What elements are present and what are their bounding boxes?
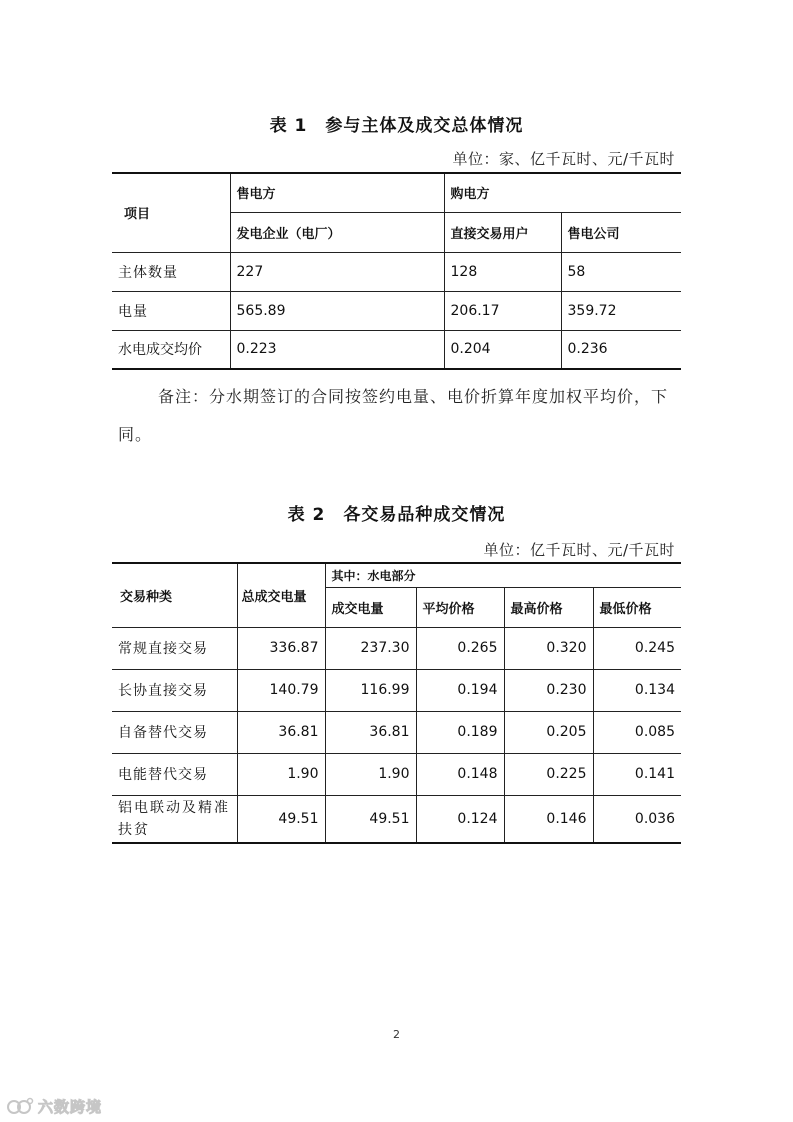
table2-cell: 237.30 bbox=[325, 627, 416, 669]
table1 bbox=[112, 172, 681, 370]
table2-cell: 1.90 bbox=[237, 753, 325, 795]
table-row bbox=[112, 627, 681, 669]
table2-cell: 0.124 bbox=[416, 795, 504, 843]
table1-row-label: 电量 bbox=[112, 291, 230, 330]
table2-cell: 0.085 bbox=[593, 711, 681, 753]
table2-cell: 0.225 bbox=[504, 753, 593, 795]
table2-row-type: 电能替代交易 bbox=[112, 753, 237, 795]
table1-unit: 单位：家、亿千瓦时、元/千瓦时 bbox=[452, 150, 675, 168]
table2-cell: 0.320 bbox=[504, 627, 593, 669]
table2-cell: 0.036 bbox=[593, 795, 681, 843]
table2-cell: 0.230 bbox=[504, 669, 593, 711]
table-row bbox=[112, 330, 681, 369]
page-number: 2 bbox=[393, 1028, 400, 1041]
table1-cell: 0.204 bbox=[444, 330, 561, 369]
table1-cell: 58 bbox=[561, 252, 681, 291]
table2-header-avg: 平均价格 bbox=[416, 587, 504, 627]
table1-header-generator: 发电企业（电厂） bbox=[230, 212, 444, 252]
table2-cell: 49.51 bbox=[237, 795, 325, 843]
table2-cell: 0.205 bbox=[504, 711, 593, 753]
table2-cell: 36.81 bbox=[237, 711, 325, 753]
table2-row-type: 铝电联动及精准扶贫 bbox=[112, 795, 237, 843]
table2-header-row1 bbox=[112, 563, 681, 587]
table2-cell: 0.146 bbox=[504, 795, 593, 843]
table2-title-text: 各交易品种成交情况 bbox=[343, 505, 506, 525]
table-row bbox=[112, 795, 681, 843]
table1-cell: 206.17 bbox=[444, 291, 561, 330]
table2-cell: 0.189 bbox=[416, 711, 504, 753]
table1-cell: 565.89 bbox=[230, 291, 444, 330]
table2-row-type: 长协直接交易 bbox=[112, 669, 237, 711]
table2-cell: 0.245 bbox=[593, 627, 681, 669]
table1-header-row1 bbox=[112, 173, 681, 212]
table2-cell: 0.194 bbox=[416, 669, 504, 711]
table2-cell: 336.87 bbox=[237, 627, 325, 669]
table2-cell: 116.99 bbox=[325, 669, 416, 711]
table1-cell: 0.236 bbox=[561, 330, 681, 369]
table-row bbox=[112, 753, 681, 795]
table2-cell: 36.81 bbox=[325, 711, 416, 753]
table2 bbox=[112, 562, 681, 844]
table1-header-buyer: 购电方 bbox=[444, 173, 681, 212]
table2-cell: 1.90 bbox=[325, 753, 416, 795]
table1-header-seller: 售电方 bbox=[230, 173, 444, 212]
table2-cell: 0.141 bbox=[593, 753, 681, 795]
table1-cell: 227 bbox=[230, 252, 444, 291]
table2-header-type: 交易种类 bbox=[112, 563, 237, 627]
table-row bbox=[112, 711, 681, 753]
table2-row-type: 常规直接交易 bbox=[112, 627, 237, 669]
table1-title-text: 参与主体及成交总体情况 bbox=[325, 116, 524, 136]
watermark bbox=[6, 1094, 102, 1118]
table2-title-number: 表 2 bbox=[287, 505, 326, 525]
table1-header-item: 项目 bbox=[112, 173, 230, 252]
table2-cell: 0.265 bbox=[416, 627, 504, 669]
watermark-text: 六数跨境 bbox=[38, 1097, 103, 1116]
table1-cell: 359.72 bbox=[561, 291, 681, 330]
table1-cell: 0.223 bbox=[230, 330, 444, 369]
table2-header-hydro-group: 其中：水电部分 bbox=[325, 563, 681, 587]
table2-header-volume: 成交电量 bbox=[325, 587, 416, 627]
table1-header-direct-user: 直接交易用户 bbox=[444, 212, 561, 252]
table2-cell: 0.148 bbox=[416, 753, 504, 795]
table1-header-retail-company: 售电公司 bbox=[561, 212, 681, 252]
table2-row-type: 自备替代交易 bbox=[112, 711, 237, 753]
table-row bbox=[112, 291, 681, 330]
table-row bbox=[112, 669, 681, 711]
table2-title bbox=[0, 500, 793, 525]
table1-row-label: 水电成交均价 bbox=[112, 330, 230, 369]
table1-row-label: 主体数量 bbox=[112, 252, 230, 291]
table2-cell: 49.51 bbox=[325, 795, 416, 843]
table2-cell: 0.134 bbox=[593, 669, 681, 711]
table1-note: 备注：分水期签订的合同按签约电量、电价折算年度加权平均价，下同。 bbox=[118, 387, 669, 444]
table2-cell: 140.79 bbox=[237, 669, 325, 711]
table1-cell: 128 bbox=[444, 252, 561, 291]
table-row bbox=[112, 252, 681, 291]
table1-title-number: 表 1 bbox=[269, 116, 308, 136]
table2-unit: 单位：亿千瓦时、元/千瓦时 bbox=[483, 541, 675, 559]
table2-header-total: 总成交电量 bbox=[237, 563, 325, 627]
table2-header-min: 最低价格 bbox=[593, 587, 681, 627]
watermark-logo-icon bbox=[6, 1096, 34, 1116]
table2-header-max: 最高价格 bbox=[504, 587, 593, 627]
table1-title bbox=[0, 111, 793, 136]
